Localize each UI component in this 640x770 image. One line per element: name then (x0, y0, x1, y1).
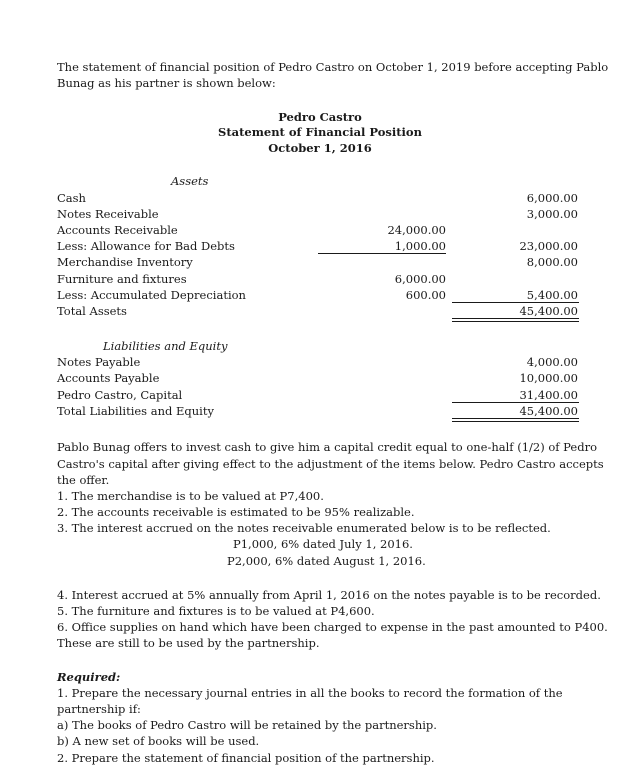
asset-row-right: 8,000.00 (526, 255, 578, 269)
intro-line-2: Bunag as his partner is shown below: (57, 76, 276, 90)
underline (452, 402, 579, 403)
required-b: b) A new set of books will be used. (57, 734, 260, 748)
offer-line-2: Castro's capital after giving effect to the adjustment of the items below. Pedro Castro accepts (57, 457, 604, 471)
asset-row-mid: 1,000.00 (394, 239, 446, 253)
statement-name: Pedro Castro (278, 110, 362, 124)
total-liabilities-label: Total Liabilities and Equity (57, 404, 214, 418)
item-6-line-1: 6. Office supplies on hand which have been charged to expense in the past amounted to P400. (57, 620, 608, 634)
underline (452, 302, 579, 303)
item-6-line-2: These are still to be used by the partnership. (57, 636, 320, 650)
asset-row-right: 6,000.00 (526, 191, 578, 205)
note-receivable-1: P1,000, 6% dated July 1, 2016. (233, 537, 413, 551)
required-1-line-1: 1. Prepare the necessary journal entries in all the books to record the formation of the (57, 686, 563, 700)
asset-row-mid: 24,000.00 (387, 223, 446, 237)
item-3: 3. The interest accrued on the notes receivable enumerated below is to be reflected. (57, 521, 551, 535)
liability-row-label: Pedro Castro, Capital (57, 388, 183, 402)
liability-row-right: 31,400.00 (519, 388, 578, 402)
asset-row-right: 5,400.00 (526, 288, 578, 302)
assets-heading: Assets (171, 174, 209, 188)
asset-row-label: Merchandise Inventory (57, 255, 193, 269)
intro-line-1: The statement of financial position of Pedro Castro on October 1, 2019 before accepting Pablo (57, 60, 609, 74)
underline (318, 253, 446, 254)
item-4: 4. Interest accrued at 5% annually from April 1, 2016 on the notes payable is to be recorded. (57, 588, 601, 602)
item-5: 5. The furniture and fixtures is to be valued at P4,600. (57, 604, 375, 618)
item-1: 1. The merchandise is to be valued at P7,400. (57, 489, 324, 503)
liability-row-right: 4,000.00 (526, 355, 578, 369)
note-receivable-2: P2,000, 6% dated August 1, 2016. (227, 554, 426, 568)
required-heading: Required: (57, 670, 121, 684)
statement-date: October 1, 2016 (268, 141, 372, 155)
asset-row-right: 23,000.00 (519, 239, 578, 253)
total-assets-value: 45,400.00 (519, 304, 578, 318)
liability-row-label: Notes Payable (57, 355, 141, 369)
asset-row-mid: 600.00 (405, 288, 446, 302)
asset-row-mid: 6,000.00 (394, 272, 446, 286)
required-2: 2. Prepare the statement of financial position of the partnership. (57, 751, 435, 765)
total-liabilities-value: 45,400.00 (519, 404, 578, 418)
liabilities-heading: Liabilities and Equity (103, 339, 228, 353)
liability-row-label: Accounts Payable (57, 371, 160, 385)
offer-line-1: Pablo Bunag offers to invest cash to give him a capital credit equal to one-half (1/2) of Pedro (57, 440, 597, 454)
asset-row-label: Furniture and fixtures (57, 272, 187, 286)
asset-row-label: Accounts Receivable (57, 223, 178, 237)
required-1-line-2: partnership if: (57, 702, 141, 716)
double-underline (452, 418, 579, 419)
asset-row-label: Less: Allowance for Bad Debts (57, 239, 235, 253)
double-underline (452, 318, 579, 319)
asset-row-label: Less: Accumulated Depreciation (57, 288, 246, 302)
double-underline (452, 421, 579, 422)
required-a: a) The books of Pedro Castro will be retained by the partnership. (57, 718, 437, 732)
total-assets-label: Total Assets (57, 304, 127, 318)
asset-row-right: 3,000.00 (526, 207, 578, 221)
double-underline (452, 321, 579, 322)
asset-row-label: Cash (57, 191, 86, 205)
asset-row-label: Notes Receivable (57, 207, 159, 221)
offer-line-3: the offer. (57, 473, 110, 487)
item-2: 2. The accounts receivable is estimated to be 95% realizable. (57, 505, 415, 519)
liability-row-right: 10,000.00 (519, 371, 578, 385)
statement-title: Statement of Financial Position (218, 125, 422, 139)
